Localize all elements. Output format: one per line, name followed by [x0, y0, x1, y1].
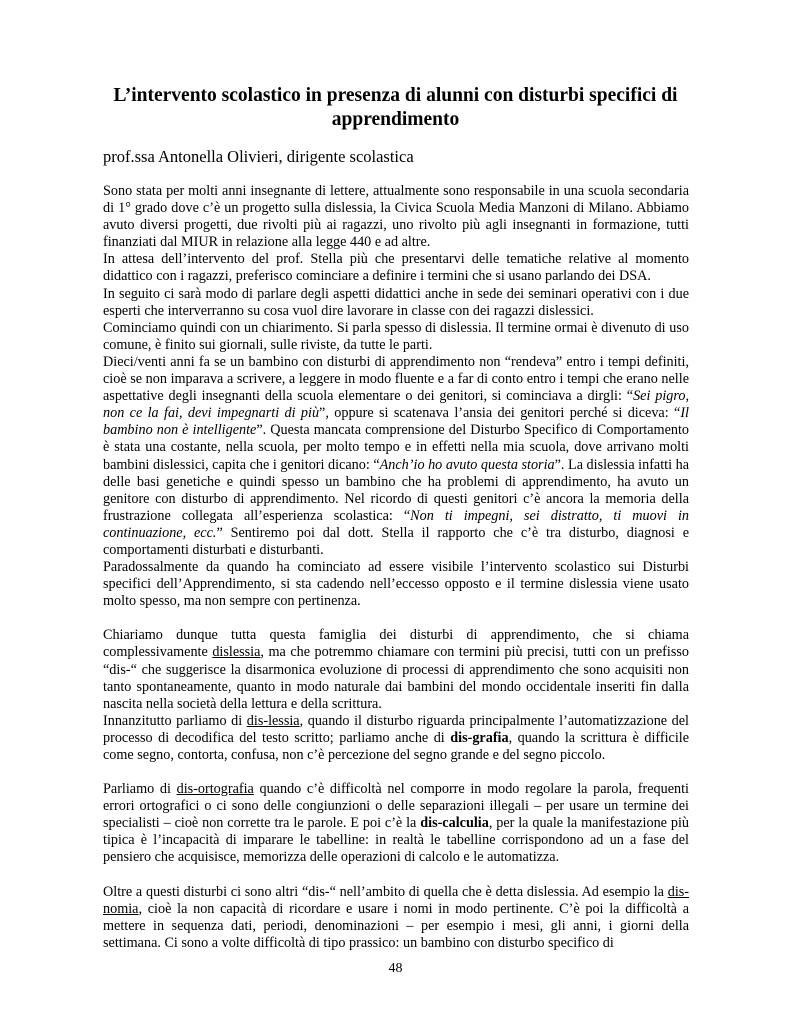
text-segment: Dieci/venti anni fa se un bambino con disturbi di apprendimento non “rendeva” entro i tempi definiti, cioè se non imparava a scrivere, a leggere in modo fluente e a far di conto entro i tempi che erano nelle aspettative degli insegnanti della scuola elementare o dei genitori, si cominciava a dirgli: “	[103, 353, 689, 405]
paragraph-seguito: In seguito ci sarà modo di parlare degli aspetti didattici anche in sede dei seminari operativi con i due esperti che interverranno su cosa vuol dire lavorare in classe con dei ragazzi dislessici.	[103, 285, 689, 319]
paragraph-chiariamo	[103, 627, 689, 712]
page-title: L’intervento scolastico in presenza di alunni con disturbi specifici di apprendimento	[113, 85, 678, 130]
italic-quote: Sei pigro, non ce la fai, devi impegnarti di più	[103, 388, 689, 422]
underlined-term: dis-ortografia	[176, 781, 254, 798]
italic-quote: Il bambino non è intelligente	[103, 405, 689, 439]
text-segment: ”, oppure si scatenava l’ansia dei genitori perché si diceva: “	[319, 405, 681, 422]
underlined-term: dislessia	[212, 644, 261, 661]
text-segment: , quando la scrittura è difficile come segno, contorta, confusa, non c’è percezione del segno grande e del segno piccolo.	[103, 729, 690, 763]
paragraph-paradossalmente: Paradossalmente da quando ha cominciato ad essere visibile l’intervento scolastico sui Disturbi specifici dell’Apprendimento, si sta cadendo nell’eccesso opposto e il termine dislessia viene usato molto spesso, ma non sempre con pertinenza.	[103, 559, 689, 610]
text-segment: Parliamo di	[103, 781, 177, 798]
text-segment: ” Sentiremo poi dal dott. Stella il rapporto che c’è tra disturbo, diagnosi e comportamenti disturbati e disturbanti.	[103, 524, 689, 558]
body-text	[103, 183, 689, 952]
text-segment: , per la quale la manifestazione più tipica è l’incapacità di imparare le tabelline: in realtà le tabelline corrispondono ad un a fase del pensiero che acquisisce, memorizza delle operazioni di calcolo e le automatizza.	[103, 815, 689, 866]
underlined-term: dis-nomia	[103, 883, 689, 917]
paragraph-dieci-venti	[103, 354, 689, 559]
text-segment: Oltre a questi disturbi ci sono altri “dis-“ nell’ambito di quella che è detta dislessia. Ad esempio la	[103, 883, 668, 900]
text-segment: ”. La dislessia infatti ha delle basi genetiche e quindi spesso un bambino che ha problemi di apprendimento, ha avuto un genitore con disturbo di apprendimento. Nel ricordo di questi genitori c’è ancora la memoria della frustrazione collegata all’esperienza scolastica: “	[103, 456, 689, 524]
text-segment: Innanzitutto parliamo di	[103, 712, 247, 729]
text-segment: , quando il disturbo riguarda principalmente l’automatizzazione del processo di decodifica del testo scritto; parliamo anche di	[103, 712, 689, 746]
author-line: prof.ssa Antonella Olivieri, dirigente scolastica	[103, 147, 414, 166]
paragraph-chiarimento: Cominciamo quindi con un chiarimento. Si parla spesso di dislessia. Il termine ormai è divenuto di uso comune, è finito sui giornali, sulle riviste, da tutte le parti.	[103, 319, 689, 353]
underlined-term: dis-lessia	[246, 712, 300, 729]
bold-term: dis-calculia	[420, 815, 489, 832]
italic-quote: Anch’io ho avuto questa storia	[379, 456, 555, 473]
text-segment: , cioè la non capacità di ricordare e usare i nomi in modo pertinente. C’è poi la difficoltà a mettere in sequenza dati, periodi, denominazioni – per esempio i mesi, gli anni, i giorni della settimana. Ci sono a volte difficoltà di tipo prassico: un bambino con disturbo specifico di	[103, 900, 689, 951]
page-number: 48	[388, 961, 403, 976]
text-segment: ”. Questa mancata comprensione del Disturbo Specifico di Comportamento è stata una costante, nella scuola, per molto tempo e in effetti nella mia scuola, dove arrivano molti bambini dislessici, capita che i genitori dicano: “	[103, 422, 689, 473]
paragraph-ortografia	[103, 781, 689, 866]
paragraph-intro: Sono stata per molti anni insegnante di lettere, attualmente sono responsabile in una scuola secondaria di 1° grado dove c’è un progetto sulla dislessia, la Civica Scuola Media Manzoni di Milano. Abbiamo avuto diversi progetti, due rivolti più ai ragazzi, uno rivolto più agli insegnanti in formazione, tutti finanziati dal MIUR in relazione alla legge 440 e ad altre.	[103, 183, 689, 251]
paragraph-innanzitutto	[103, 713, 689, 764]
text-segment: quando c’è difficoltà nel comporre in modo regolare la parola, frequenti errori ortografici o ci sono delle congiunzioni o delle separazioni illegali – per usare un termine dei specialisti – cioè non corrette tra le parole. E poi c’è la	[103, 781, 689, 832]
paragraph-attesa: In attesa dell’intervento del prof. Stella più che presentarvi delle tematiche relative al momento didattico con i ragazzi, preferisco cominciare a definire i termini che si usano parlando dei DSA.	[103, 251, 689, 285]
text-segment: Chiariamo dunque tutta questa famiglia dei disturbi di apprendimento, che si chiama complessivamente	[103, 627, 689, 661]
text-segment: , ma che potremmo chiamare con termini più precisi, tutti con un prefisso “dis-“ che suggerisce la disarmonica evoluzione di processi di apprendimento che sono acquisiti non tanto spontaneamente, quanto in modo naturale dai bambini del mondo occidentale inseriti fin dalla nascita nella società della lettura e della scrittura.	[103, 644, 689, 712]
bold-term: dis-grafia	[450, 729, 509, 746]
italic-quote: Non ti impegni, sei distratto, ti muovi in continuazione, ecc.	[103, 507, 690, 541]
paragraph-dis-nomia	[103, 884, 689, 952]
